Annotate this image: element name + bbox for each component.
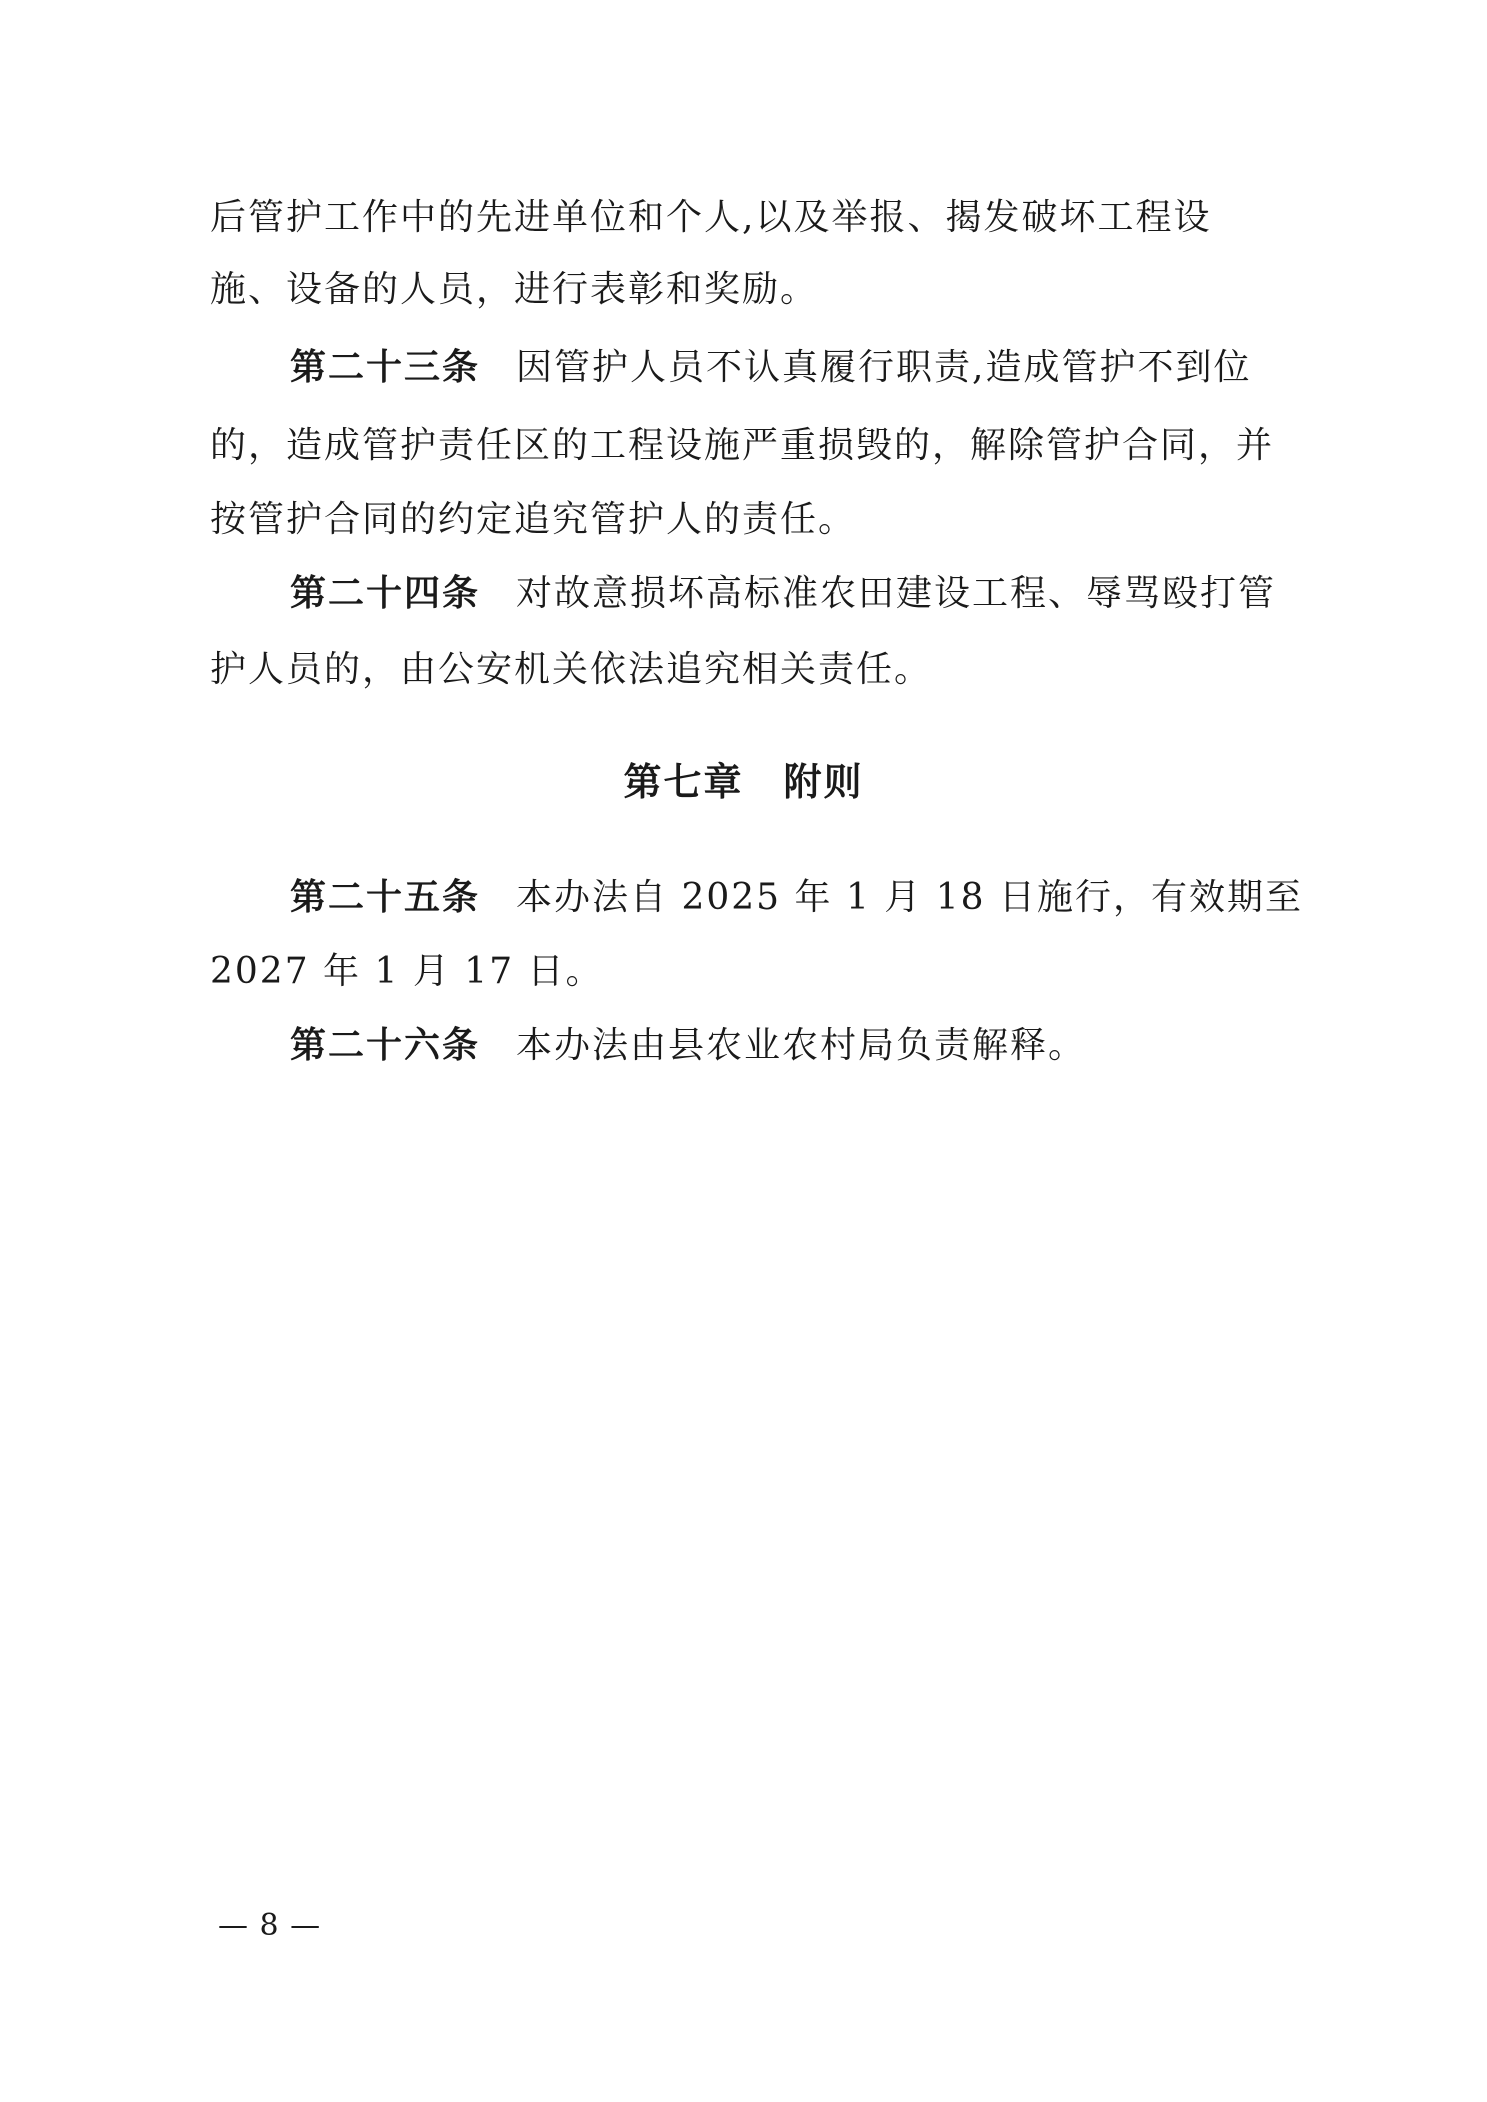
paragraph-line: 按管护合同的约定追究管护人的责任。	[210, 499, 857, 540]
article-24	[290, 572, 1300, 616]
article-25-title: 第二十五条	[290, 877, 481, 918]
chapter-heading: 第七章 附则	[623, 760, 864, 804]
article-23-text: 因管护人员不认真履行职责,造成管护不到位	[516, 347, 1252, 388]
article-25-text: 本办法自 2025 年 1 月 18 日施行，有效期至	[516, 877, 1304, 918]
article-23	[290, 346, 1300, 390]
article-26	[290, 1024, 1300, 1068]
article-23-title: 第二十三条	[290, 347, 481, 388]
article-26-text: 本办法由县农业农村局负责解释。	[516, 1025, 1087, 1066]
article-26-title: 第二十六条	[290, 1025, 481, 1066]
paragraph-line: 施、设备的人员，进行表彰和奖励。	[210, 269, 819, 310]
paragraph-line: 的，造成管护责任区的工程设施严重损毁的，解除管护合同，并	[210, 425, 1275, 466]
article-25	[290, 876, 1304, 920]
paragraph-line: 护人员的，由公安机关依法追究相关责任。	[210, 649, 933, 690]
page-number: — 8 —	[218, 1908, 322, 1943]
paragraph-line: 2027 年 1 月 17 日。	[210, 951, 604, 992]
article-24-title: 第二十四条	[290, 573, 481, 614]
paragraph-line: 后管护工作中的先进单位和个人,以及举报、揭发破坏工程设	[210, 197, 1212, 238]
article-24-text: 对故意损坏高标准农田建设工程、辱骂殴打管	[516, 573, 1277, 614]
